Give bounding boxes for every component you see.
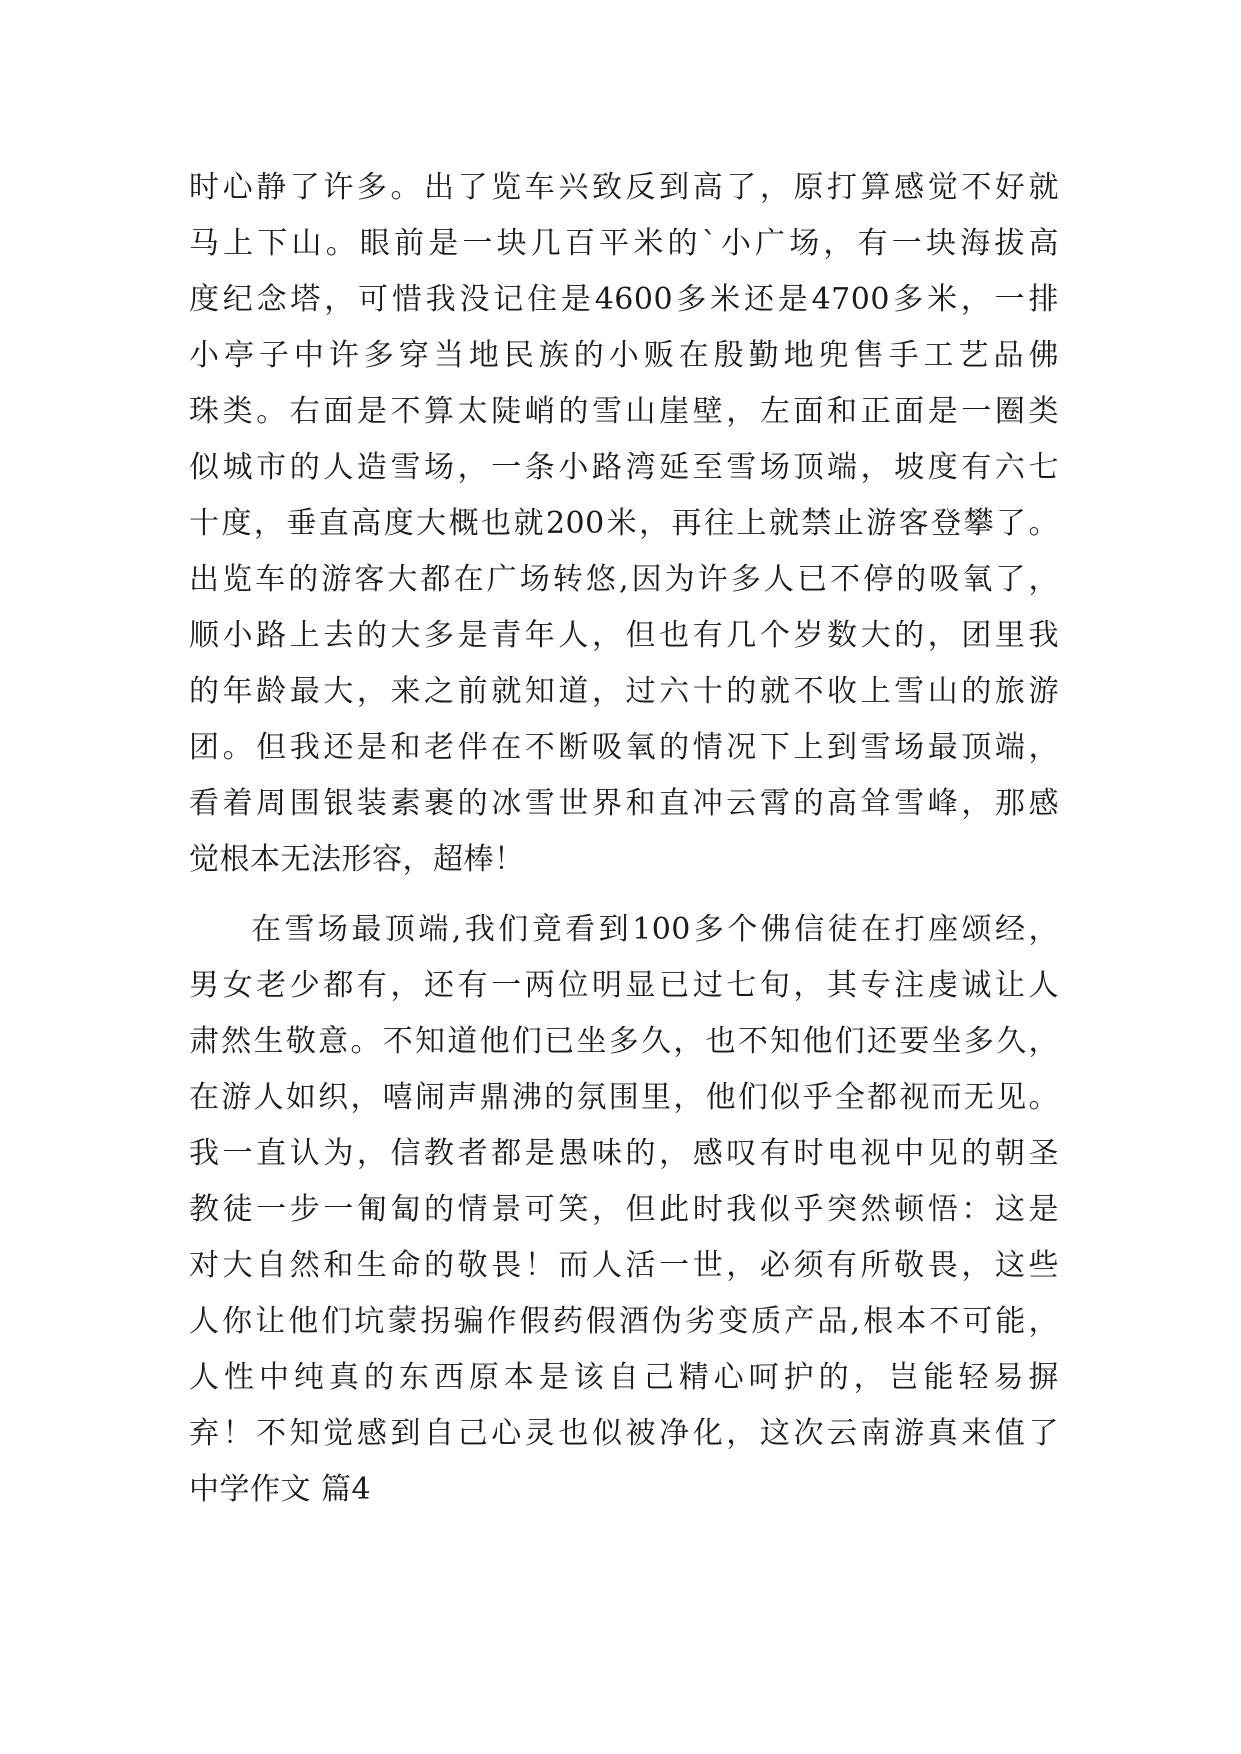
text-line: 教徒一步一匍匐的情景可笑，但此时我似乎突然顿悟：这是 xyxy=(189,1192,1059,1227)
text-line: 顺小路上去的大多是青年人，但也有几个岁数大的，团里我 xyxy=(189,618,1059,653)
paragraph-gap xyxy=(189,888,1059,902)
text-line: 小亭子中许多穿当地民族的小贩在殷勤地兜售手工艺品佛 xyxy=(189,338,1059,373)
text-line: 在游人如织，嘻闹声鼎沸的氛围里，他们似乎全都视而无见。 xyxy=(189,1080,1059,1115)
text-line: 男女老少都有，还有一两位明显已过七旬，其专注虔诚让人 xyxy=(189,968,1059,1003)
text-line: 的年龄最大，来之前就知道，过六十的就不收上雪山的旅游 xyxy=(189,674,1059,709)
document-body xyxy=(189,160,1059,1518)
section-heading: 中学作文 篇4 xyxy=(189,1472,372,1507)
text-line: 时心静了许多。出了览车兴致反到高了，原打算感觉不好就 xyxy=(189,170,1059,205)
text-line: 觉根本无法形容，超棒！ xyxy=(189,842,525,877)
text-line: 马上下山。眼前是一块几百平米的`小广场，有一块海拔高 xyxy=(189,226,1059,261)
text-line: 度纪念塔，可惜我没记住是4600多米还是4700多米，一排 xyxy=(189,282,1059,317)
text-line: 肃然生敬意。不知道他们已坐多久，也不知他们还要坐多久， xyxy=(189,1024,1059,1059)
text-line: 我一直认为，信教者都是愚味的，感叹有时电视中见的朝圣 xyxy=(189,1136,1059,1171)
paragraph-1 xyxy=(189,160,1059,888)
paragraph-2 xyxy=(189,902,1059,1462)
text-line: 珠类。右面是不算太陡峭的雪山崖壁，左面和正面是一圈类 xyxy=(189,394,1059,429)
text-line: 十度，垂直高度大概也就200米，再往上就禁止游客登攀了。 xyxy=(189,506,1059,541)
text-line: 团。但我还是和老伴在不断吸氧的情况下上到雪场最顶端， xyxy=(189,730,1059,765)
text-line: 人你让他们坑蒙拐骗作假药假酒伪劣变质产品,根本不可能， xyxy=(189,1304,1059,1339)
text-line: 弃！不知觉感到自己心灵也似被净化，这次云南游真来值了 xyxy=(189,1416,1059,1451)
text-line: 看着周围银装素裹的冰雪世界和直冲云霄的高耸雪峰，那感 xyxy=(189,786,1059,821)
text-line: 在雪场最顶端,我们竟看到100多个佛信徒在打座颂经， xyxy=(251,912,1059,947)
text-line: 人性中纯真的东西原本是该自己精心呵护的，岂能轻易摒 xyxy=(189,1360,1059,1395)
text-line: 似城市的人造雪场，一条小路湾延至雪场顶端，坡度有六七 xyxy=(189,450,1059,485)
text-line: 出览车的游客大都在广场转悠,因为许多人已不停的吸氧了， xyxy=(189,562,1059,597)
text-line: 对大自然和生命的敬畏！而人活一世，必须有所敬畏，这些 xyxy=(189,1248,1059,1283)
